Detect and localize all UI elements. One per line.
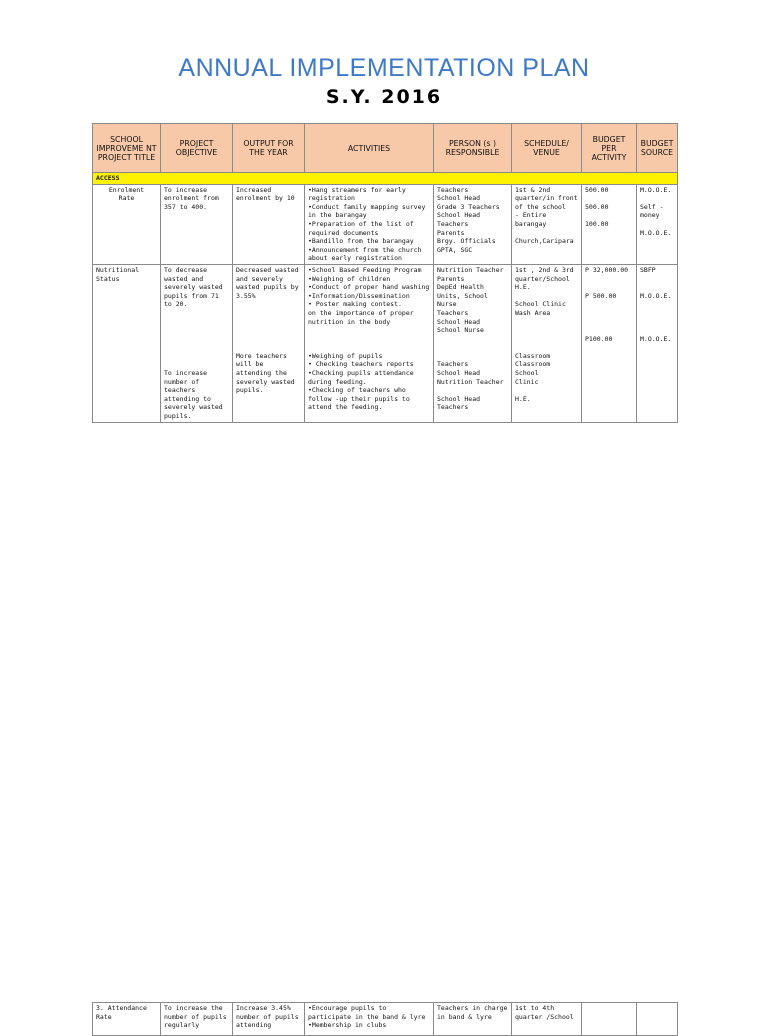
header-row	[93, 124, 678, 173]
section-row	[93, 173, 678, 185]
cell-activities: •Hang streamers for early registration •Conduct family mapping survey in the barangay •Preparation of the list of required documents •Bandillo from the barangay •Announcement from the church about early registration	[305, 184, 434, 264]
header-output: OUTPUT FOR THE YEAR	[233, 124, 305, 173]
cell-objective: To increase enrolment from 357 to 400.	[161, 184, 233, 264]
cell-activities: •Encourage pupils to participate in the band & lyre •Membership in clubs	[305, 1003, 434, 1036]
cell-objective: To decrease wasted and severely wasted pupils from 71 to 20. To increase number of teachers attending to severely wasted pupils.	[161, 264, 233, 422]
page-title: ANNUAL IMPLEMENTATION PLAN	[178, 54, 590, 82]
header-persons: PERSON (s ) RESPONSIBLE	[434, 124, 512, 173]
cell-budget: 500.00 500.00 100.00	[582, 184, 637, 264]
cell-schedule: 1st , 2nd & 3rd quarter/School H.E. School Clinic Wash Area Classroom Classroom School Clinic H.E.	[512, 264, 582, 422]
cell-project-title: 3. Attendance Rate	[93, 1003, 161, 1036]
school-year: S.Y. 2016	[325, 86, 443, 108]
cell-project-title: Nutritional Status	[93, 264, 161, 422]
cell-output: Decreased wasted and severely wasted pupils by 3.55% More teachers will be attending the severely wasted pupils.	[233, 264, 305, 422]
cell-persons: Teachers School Head Grade 3 Teachers School Head Teachers Parents Brgy. Officials GPTA, SGC	[434, 184, 512, 264]
implementation-plan-table	[92, 123, 678, 423]
header-activities: ACTIVITIES	[305, 124, 434, 173]
cell-budget	[582, 1003, 637, 1036]
cell-persons: Nutrition Teacher Parents DepEd Health Units, School Nurse Teachers School Head School Nurse Teachers School Head Nutrition Teacher School Head Teachers	[434, 264, 512, 422]
cell-persons: Teachers in charge in band & lyre	[434, 1003, 512, 1036]
cell-output: Increase 3.45% number of pupils attending	[233, 1003, 305, 1036]
cell-budget: P 32,000.00 P 500.00 P100.00	[582, 264, 637, 422]
cell-budget-source	[637, 1003, 678, 1036]
table-row	[93, 1003, 678, 1036]
cell-schedule: 1st to 4th quarter /School	[512, 1003, 582, 1036]
cell-budget-source: M.O.O.E. Self -money M.O.O.E.	[637, 184, 678, 264]
cell-activities: •School Based Feeding Program •Weighing of children •Conduct of proper hand washing •Information/Dissemination • Poster making contest. on the importance of proper nutrition in the body •Weighing of pupils • Checking teachers reports •Checking pupils attendance during feeding. •Checking of teachers who follow -up their pupils to attend the feeding.	[305, 264, 434, 422]
continued-table	[92, 1002, 678, 1036]
header-budget-source: BUDGET SOURCE	[637, 124, 678, 173]
header-schedule: SCHEDULE/ VENUE	[512, 124, 582, 173]
table-row	[93, 264, 678, 422]
cell-objective: To increase the number of pupils regularly	[161, 1003, 233, 1036]
cell-project-title: Enrolment Rate	[93, 184, 161, 264]
header-budget: BUDGET PER ACTIVITY	[582, 124, 637, 173]
cell-budget-source: SBFP M.O.O.E. M.O.O.E.	[637, 264, 678, 422]
header-project-objective: PROJECT OBJECTIVE	[161, 124, 233, 173]
section-access: ACCESS	[93, 173, 678, 185]
header-project-title: SCHOOL IMPROVEME NT PROJECT TITLE	[93, 124, 161, 173]
table-row	[93, 184, 678, 264]
cell-schedule: 1st & 2nd quarter/in front of the school - Entire barangay Church,Caripara	[512, 184, 582, 264]
cell-output: Increased enrolment by 10	[233, 184, 305, 264]
